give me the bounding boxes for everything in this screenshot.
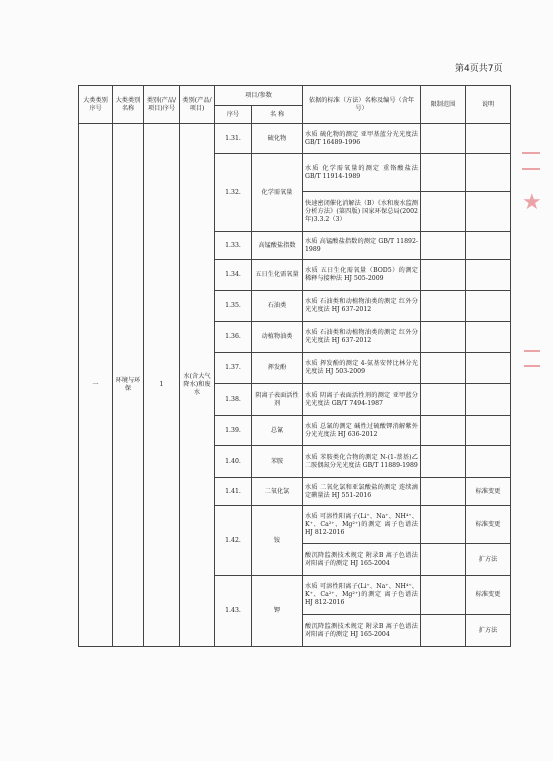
limit-cell [421, 416, 466, 446]
limit-cell [421, 192, 466, 232]
item-name-cell: 五日生化需氧量 [252, 260, 303, 291]
item-seq-cell: 1.43. [215, 576, 252, 647]
standard-cell: 水质 硫化物的测定 亚甲基蓝分光光度法 GB/T 16489-1996 [303, 124, 421, 154]
header-seq: 序号 [215, 106, 252, 124]
remark-cell [466, 446, 511, 478]
header-standard: 依据的标准（方法）名称及编号（含年号） [303, 86, 421, 124]
standard-cell: 水质 高锰酸盐指数的测定 GB/T 11892-1989 [303, 232, 421, 260]
item-name-cell: 动植物油类 [252, 322, 303, 353]
remark-cell [466, 124, 511, 154]
limit-cell [421, 615, 466, 647]
item-name-cell: 二氧化氯 [252, 478, 303, 506]
standard-cell: 快速密闭催化消解法（B）《水和废水监测分析方法》(第四版) 国家环保总局(2002年)3.3.2（3） [303, 192, 421, 232]
remark-cell [466, 384, 511, 416]
limit-cell [421, 544, 466, 576]
standard-cell: 水质 苯胺类化合物的测定 N-(1-萘基)乙二胺偶氮分光光度法 GB/T 11889-1989 [303, 446, 421, 478]
item-name-cell: 阴离子表面活性剂 [252, 384, 303, 416]
limit-cell [421, 384, 466, 416]
remark-cell: 标准变更 [466, 478, 511, 506]
major-category-no-cell: 一 [79, 124, 113, 647]
item-seq-cell: 1.31. [215, 124, 252, 154]
category-product-cell: 水(含大气降水)和废水 [180, 124, 215, 647]
remark-cell [466, 154, 511, 192]
remark-cell [466, 260, 511, 291]
remark-cell: 标准变更 [466, 506, 511, 544]
limit-cell [421, 446, 466, 478]
header-category-product: 类别(产品/项目) [180, 86, 215, 124]
table-row [79, 124, 511, 154]
limit-cell [421, 124, 466, 154]
item-name-cell: 石油类 [252, 291, 303, 322]
header-limit: 限制范围 [421, 86, 466, 124]
item-name-cell: 铵 [252, 506, 303, 576]
major-category-name-cell: 环境与环保 [113, 124, 144, 647]
standard-cell: 水质 二氧化氯和亚氯酸盐的测定 连续滴定碘量法 HJ 551-2016 [303, 478, 421, 506]
remark-cell [466, 192, 511, 232]
stamp-fragment-icon [522, 152, 540, 154]
page-number: 第4页共7页 [455, 64, 503, 74]
item-seq-cell: 1.35. [215, 291, 252, 322]
remark-cell: 扩方法 [466, 615, 511, 647]
limit-cell [421, 322, 466, 353]
header-category-product-no: 类别(产品/项目)序号 [144, 86, 180, 124]
remark-cell [466, 232, 511, 260]
standard-cell: 水质 阴离子表面活性剂的测定 亚甲蓝分光光度法 GB/T 7494-1987 [303, 384, 421, 416]
standard-cell: 酸沉降监测技术规定 附录B 离子色谱法对阳离子的测定 HJ 165-2004 [303, 615, 421, 647]
item-name-cell: 挥发酚 [252, 353, 303, 384]
limit-cell [421, 232, 466, 260]
item-name-cell: 化学需氧量 [252, 154, 303, 232]
item-seq-cell: 1.38. [215, 384, 252, 416]
category-product-no-cell: 1 [144, 124, 180, 647]
header-major-category-name: 大类类别名称 [113, 86, 144, 124]
remark-cell: 扩方法 [466, 544, 511, 576]
item-seq-cell: 1.39. [215, 416, 252, 446]
standard-cell: 水质 挥发酚的测定 4-氨基安替比林分光光度法 HJ 503-2009 [303, 353, 421, 384]
remark-cell [466, 353, 511, 384]
item-name-cell: 高锰酸盐指数 [252, 232, 303, 260]
standard-cell: 酸沉降监测技术规定 附录B 离子色谱法对阳离子的测定 HJ 165-2004 [303, 544, 421, 576]
standard-cell: 水质 可溶性阳离子(Li⁺、Na⁺、NH⁴⁺、K⁺、Ca²⁺、Mg²⁺)的测定 离子色谱法 HJ 812-2016 [303, 576, 421, 615]
item-seq-cell: 1.32. [215, 154, 252, 232]
item-seq-cell: 1.42. [215, 506, 252, 576]
standard-cell: 水质 石油类和动植物油类的测定 红外分光光度法 HJ 637-2012 [303, 322, 421, 353]
standard-cell: 水质 化学需氧量的测定 重铬酸盐法 GB/T 11914-1989 [303, 154, 421, 192]
remark-cell [466, 416, 511, 446]
header-item-param: 项目/参数 [215, 86, 303, 106]
limit-cell [421, 576, 466, 615]
limit-cell [421, 260, 466, 291]
remark-cell [466, 322, 511, 353]
item-name-cell: 苯胺 [252, 446, 303, 478]
limit-cell [421, 478, 466, 506]
standard-cell: 水质 可溶性阳离子(Li⁺、Na⁺、NH⁴⁺、K⁺、Ca²⁺、Mg²⁺)的测定 离子色谱法 HJ 812-2016 [303, 506, 421, 544]
header-remark: 说明 [466, 86, 511, 124]
header-name: 名 称 [252, 106, 303, 124]
item-name-cell: 硫化物 [252, 124, 303, 154]
limit-cell [421, 353, 466, 384]
stamp-fragment-icon [522, 168, 540, 170]
item-name-cell: 总氰 [252, 416, 303, 446]
standard-cell: 水质 总氰的测定 碱性过硫酸钾消解紫外分光光度法 HJ 636-2012 [303, 416, 421, 446]
item-seq-cell: 1.34. [215, 260, 252, 291]
header-major-category-no: 大类类别序号 [79, 86, 113, 124]
item-seq-cell: 1.33. [215, 232, 252, 260]
stamp-fragment-icon [524, 350, 540, 352]
item-seq-cell: 1.41. [215, 478, 252, 506]
item-seq-cell: 1.40. [215, 446, 252, 478]
item-name-cell: 钾 [252, 576, 303, 647]
remark-cell [466, 291, 511, 322]
item-seq-cell: 1.36. [215, 322, 252, 353]
remark-cell: 标准变更 [466, 576, 511, 615]
limit-cell [421, 154, 466, 192]
standard-cell: 水质 五日生化需氧量（BOD5）的测定 稀释与接种法 HJ 505-2009 [303, 260, 421, 291]
limit-cell [421, 291, 466, 322]
accreditation-table [78, 85, 511, 647]
stamp-fragment-icon [524, 365, 540, 367]
standard-cell: 水质 石油类和动植物油类的测定 红外分光光度法 HJ 637-2012 [303, 291, 421, 322]
item-seq-cell: 1.37. [215, 353, 252, 384]
stamp-star-icon: ★ [522, 190, 542, 215]
limit-cell [421, 506, 466, 544]
